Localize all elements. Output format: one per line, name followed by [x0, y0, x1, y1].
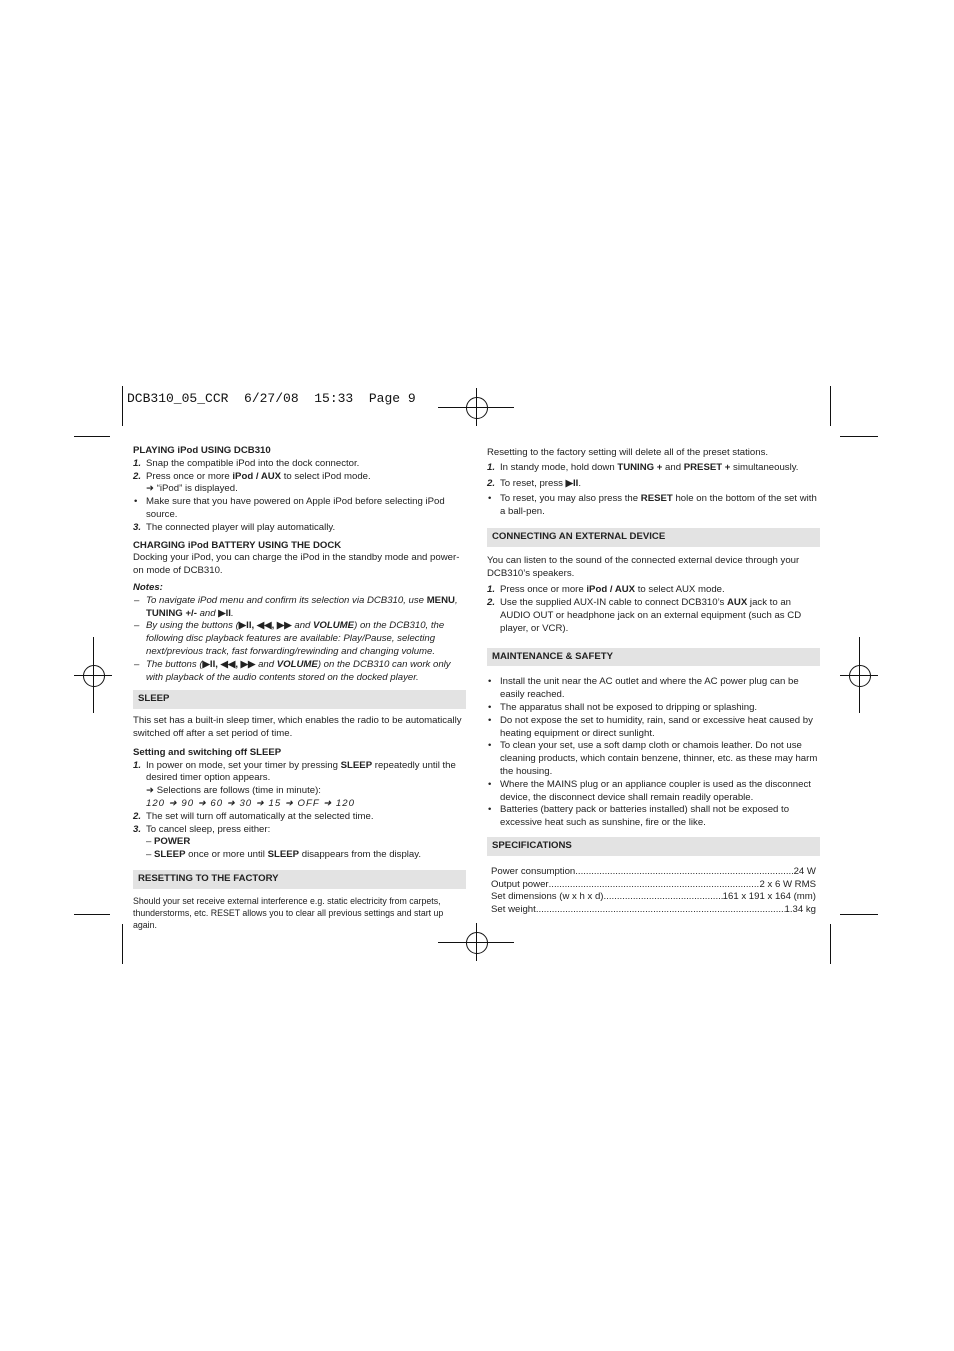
note-item: – By using the buttons (▶II, ◀◀, ▶▶ and VOLUME) on the DCB310, the following disc playback features are available: Play/Pause, selecting next/previous track, fast forwarding/rewinding and changing volume. — [134, 620, 445, 657]
list-item: • Install the unit near the AC outlet and where the AC power plug can be easily reached. — [488, 676, 799, 701]
list-item: 2. The set will turn off automatically at the selected time. — [133, 810, 374, 822]
list-item: 1. In power on mode, set your timer by pressing SLEEP repeatedly until the desired timer option appears. — [133, 759, 456, 784]
notes-title: Notes: — [133, 581, 163, 593]
registration-circle — [466, 397, 488, 419]
spec-row: Output power ..... 2 x 6 W RMS — [487, 879, 820, 892]
reset-note: Resetting to the factory setting will delete all of the preset stations. — [487, 447, 769, 458]
external-text: You can listen to the sound of the connected external device through your DCB310’s speakers. — [487, 554, 800, 579]
registration-circle — [83, 665, 105, 687]
list-item: 2. Press once or more iPod / AUX to select iPod mode. — [133, 470, 371, 482]
list-item: • The apparatus shall not be exposed to dripping or splashing. — [488, 701, 758, 713]
list-item: • To clean your set, use a soft damp cloth or chamois leather. Do not use cleaning products, which contain benzene, thinner, etc. as these may harm the housing. — [488, 740, 818, 777]
right-column — [487, 447, 820, 917]
list-item: 3. The connected player will play automatically. — [133, 521, 336, 533]
registration-circle — [849, 665, 871, 687]
list-item: • To reset, you may also press the RESET hole on the bottom of the set with a ball-pen. — [488, 493, 817, 518]
reset-text: Should your set receive external interference e.g. static electricity from carpets, thunderstorms, etc. RESET allows you to clear all previous settings and start up again. — [133, 895, 444, 930]
cancel-option: – SLEEP once or more until SLEEP disappears from the display. — [146, 849, 422, 861]
result-text: ➜ Selections are follows (time in minute): — [146, 785, 321, 797]
playing-title: PLAYING iPod USING DCB310 — [133, 445, 271, 456]
charging-text: Docking your iPod, you can charge the iPod in the standby mode and power-on mode of DCB310. — [133, 552, 460, 577]
crop-mark — [840, 436, 878, 437]
result-text: ➜ “iPod” is displayed. — [146, 483, 238, 495]
list-item: • Batteries (battery pack or batteries installed) shall not be exposed to excessive heat such as sunshine, fire or the like. — [488, 804, 790, 829]
crop-mark — [122, 386, 123, 426]
list-item: 3. To cancel sleep, press either: — [133, 823, 271, 835]
reset-title: RESETTING TO THE FACTORY — [133, 870, 466, 889]
spec-row: Set dimensions (w x h x d) ..... 161 x 191 x 164 (mm) — [487, 891, 820, 904]
crop-mark — [122, 924, 123, 964]
crop-mark — [74, 914, 110, 915]
list-item: 1. Press once or more iPod / AUX to select AUX mode. — [487, 584, 725, 596]
timer-sequence: 120 ➜ 90 ➜ 60 ➜ 30 ➜ 15 ➜ OFF ➜ 120 — [146, 797, 355, 809]
left-column — [133, 445, 466, 931]
specifications-title: SPECIFICATIONS — [487, 837, 820, 856]
list-item: • Make sure that you have powered on Apple iPod before selecting iPod source. — [134, 496, 445, 520]
registration-circle — [466, 932, 488, 954]
list-item: • Where the MAINS plug or an appliance coupler is used as the disconnect device, the disconnect device shall remain readily operable. — [488, 778, 811, 803]
spec-table — [487, 866, 820, 917]
cancel-option: – POWER — [146, 836, 191, 848]
charging-title: CHARGING iPod BATTERY USING THE DOCK — [133, 539, 342, 551]
note-item: – The buttons (▶II, ◀◀, ▶▶ and VOLUME) on the DCB310 can work only with playback of the audio contents stored on the docked player. — [134, 658, 451, 683]
external-title: CONNECTING AN EXTERNAL DEVICE — [487, 528, 820, 547]
list-item: 2. Use the supplied AUX-IN cable to connect DCB310’s AUX jack to an AUDIO OUT or headphone jack on an external equipment (such as CD player, or VCR). — [487, 597, 802, 634]
maintenance-title: MAINTENANCE & SAFETY — [487, 648, 820, 667]
crop-mark — [830, 924, 831, 964]
list-item: 1. In standy mode, hold down TUNING + and PRESET + simultaneously. — [487, 461, 799, 473]
list-item: 1. Snap the compatible iPod into the dock connector. — [133, 457, 360, 469]
setting-title: Setting and switching off SLEEP — [133, 746, 282, 758]
sleep-text: This set has a built-in sleep timer, which enables the radio to be automatically switched off after a set period of time. — [133, 715, 462, 739]
print-slug: DCB310_05_CCR 6/27/08 15:33 Page 9 — [127, 391, 416, 406]
note-item: – To navigate iPod menu and confirm its selection via DCB310, use MENU, TUNING +/- and ▶II. — [134, 594, 458, 619]
crop-mark — [74, 436, 110, 437]
spec-row: Set weight ..... 1.34 kg — [487, 904, 820, 917]
spec-row: Power consumption ..... 24 W — [487, 866, 820, 879]
list-item: • Do not expose the set to humidity, rain, sand or excessive heat caused by heating equipment or direct sunlight. — [488, 714, 813, 739]
crop-mark — [840, 914, 878, 915]
crop-mark — [830, 386, 831, 426]
sleep-title: SLEEP — [133, 690, 466, 709]
list-item: 2. To reset, press ▶II. — [487, 477, 581, 489]
